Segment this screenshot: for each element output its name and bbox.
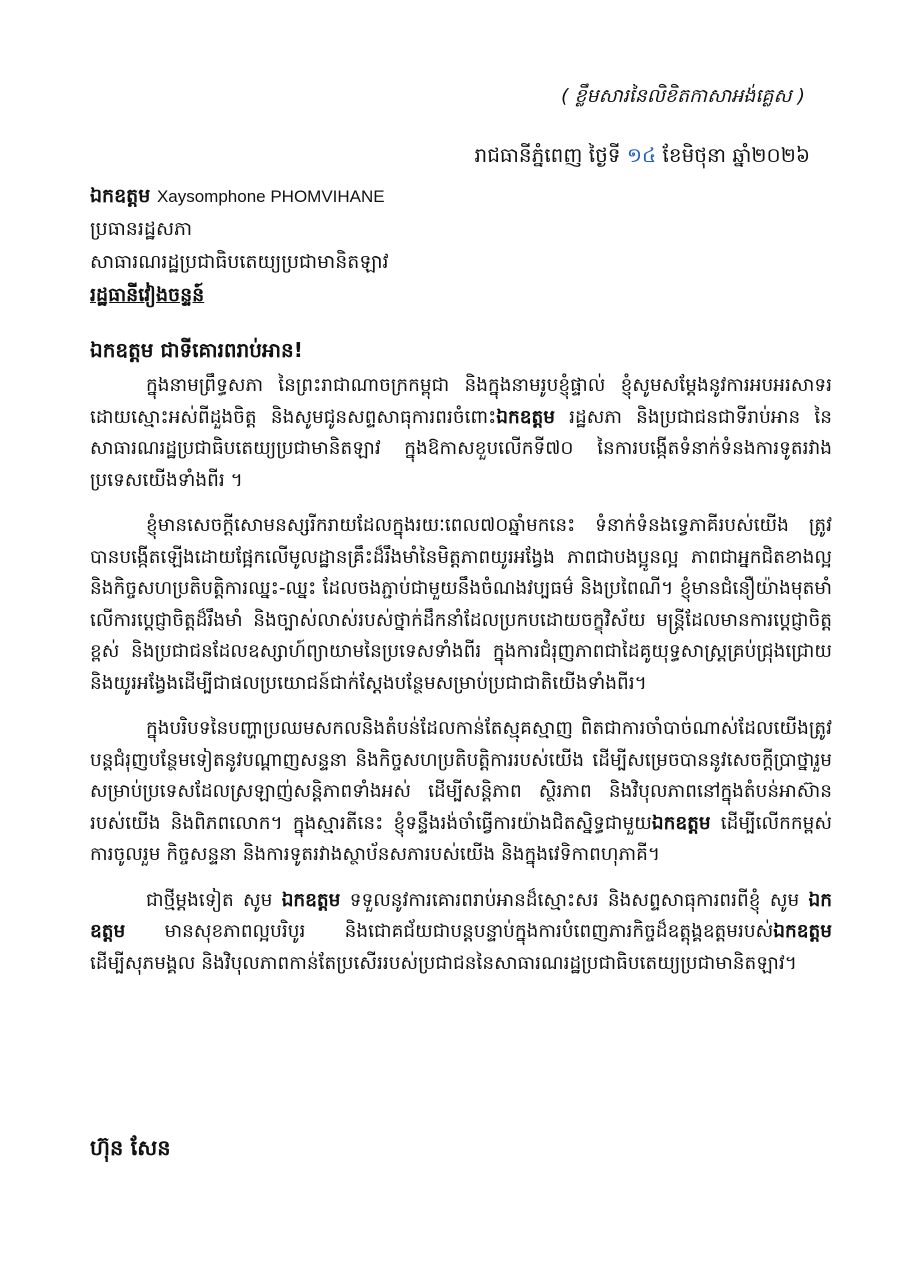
p3-text-a: ក្នុងបរិបទនៃបញ្ហាប្រឈមសកលនិងតំបន់ដែលកាន់តែស្មុគស្មាញ ពិតជាការចាំបាច់ណាស់ដែលយើងត្រូវបន្តជំរុញបន្ថែមទៀតនូវបណ្តាញសន្ទនា និងកិច្ចសហប្រតិបត្តិការរបស់យើង ដើម្បីសម្រេចបាននូវសេចក្តីប្រាថ្នារួមសម្រាប់ប្រទេសដែលស្រឡាញ់សន្តិភាពទាំងអស់ ដើម្បីសន្តិភាព ស្ថិរភាព និងវិបុលភាពនៅក្នុងតំបន់អាស៊ានរបស់យើង និងពិភពលោក។ ក្នុងស្មារតីនេះ ខ្ញុំទន្ទឹងរង់ចាំធ្វើការយ៉ាងជិតស្និទ្ធជាមួយ <box>90 718 832 834</box>
recipient-name-line <box>90 180 830 213</box>
recipient-title: ប្រធានរដ្ឋសភា <box>90 218 193 240</box>
recipient-block <box>90 180 830 312</box>
p4-text-b: ទទួលនូវការគោរពរាប់អានដ៏ស្មោះសរ និងសព្ទសាធុការពរពីខ្ញុំ សូម <box>340 889 809 911</box>
date-suffix: ខែមិថុនា ឆ្នាំ២០២៦ <box>656 143 810 167</box>
recipient-name: Xaysomphone PHOMVIHANE <box>156 187 385 206</box>
p4-text-d: ដើម្បីសុភមង្គល និងវិបុលភាពកាន់តែប្រសើររបស់ប្រជាជននៃសាធារណរដ្ឋប្រជាធិបតេយ្យប្រជាមានិតឡាវ។ <box>90 952 797 974</box>
paragraph-1 <box>90 370 832 496</box>
translation-note: ( ខ្លឹមសារនៃលិខិតកាសាអង់គ្លេស ) <box>561 85 805 107</box>
paragraph-4 <box>90 885 832 980</box>
p4-honorific-3: ឯកឧត្តម <box>773 921 832 942</box>
p1-text-a: ក្នុងនាមព្រឹទ្ធសភា នៃព្រះរាជាណាចក្រកម្ពុជា និងក្នុងនាមរូបខ្ញុំផ្ទាល់ ខ្ញុំសូមសម្តែងនូវការអបអរសាទរដោយស្មោះអស់ពីដួងចិត្ត និងសូមជូនសព្ទសាធុការពរចំពោះ <box>90 375 832 428</box>
date-day: ១៤ <box>626 143 657 167</box>
salutation: ឯកឧត្តម ជាទីគោរពរាប់អាន! <box>90 338 303 362</box>
p4-honorific-1: ឯកឧត្តម <box>281 889 341 911</box>
p3-honorific: ឯកឧត្តម <box>651 812 711 834</box>
p4-text-c: មានសុខភាពល្អបរិបូរ និងជោគជ័យជាបន្តបន្ទាប់ក្នុងការបំពេញភារកិច្ចដ៏ឧត្តុង្គឧត្តមរបស់ <box>125 921 774 942</box>
paragraph-2: ខ្ញុំមានសេចក្តីសោមនស្សរីករាយដែលក្នុងរយៈពេល៧០ឆ្នាំមកនេះ ទំនាក់ទំនងទ្វេភាគីរបស់យើង ត្រូវបានបង្កើតឡើងដោយផ្អែកលើមូលដ្ឋានគ្រឹះដ៏រឹងមាំនៃមិត្តភាពយូរអង្វែង ភាពជាបងប្អូនល្អ ភាពជាអ្នកជិតខាងល្អ និងកិច្ចសហប្រតិបត្តិការឈ្នះ-ឈ្នះ ដែលចងភ្ជាប់ជាមួយនឹងចំណងវប្បធម៌ និងប្រពៃណី។ ខ្ញុំមានជំនឿយ៉ាងមុតមាំលើការប្តេជ្ញាចិត្តដ៏រឹងមាំ និងច្បាស់លាស់របស់ថ្នាក់ដឹកនាំដែលប្រកបដោយចក្ខុវិស័យ មន្ត្រីដែលមានការប្តេជ្ញាចិត្តខ្ពស់ និងប្រជាជនដែលឧស្សាហ៍ព្យាយាមនៃប្រទេសទាំងពីរ ក្នុងការជំរុញភាពជាដៃគូយុទ្ធសាស្ត្រគ្រប់ជ្រុងជ្រោយ និងយូរអង្វែងដើម្បីជាផលប្រយោជន៍ជាក់ស្តែងបន្ថែមសម្រាប់ប្រជាជាតិយើងទាំងពីរ។ <box>90 515 832 694</box>
p4-honorific-2: ឯកឧត្តម <box>90 889 832 942</box>
dateline <box>475 142 811 172</box>
recipient-city: រដ្ឋធានីវៀងចន្ទន៍ <box>90 284 205 306</box>
recipient-country: សាធារណរដ្ឋប្រជាធិបតេយ្យប្រជាមានិតឡាវ <box>90 251 389 273</box>
p1-text-b: រដ្ឋសភា និងប្រជាជនជាទីរាប់អាន នៃសាធារណរដ្ឋប្រជាធិបតេយ្យប្រជាមានិតឡាវ ក្នុងឱកាសខួបលើកទី៧០ នៃការបង្កើតទំនាក់ទំនងការទូតរវាងប្រទេសយើងទាំងពីរ ។ <box>90 406 832 491</box>
paragraph-3 <box>90 713 832 871</box>
letter-body <box>90 370 832 993</box>
p4-text-a: ជាថ្មីម្តងទៀត សូម <box>146 889 282 911</box>
date-prefix: រាជធានីភ្នំពេញ ថ្ងៃទី <box>474 143 627 167</box>
signature-name: ហ៊ុន សែន <box>90 1136 171 1160</box>
p1-honorific: ឯកឧត្តម <box>496 406 555 428</box>
recipient-honorific: ឯកឧត្តម <box>90 185 151 207</box>
p3-text-b: ដើម្បីលើកកម្ពស់ការចូលរួម កិច្ចសន្ទនា និងការទូតរវាងស្ថាប័នសភារបស់យើង និងក្នុងវេទិកាពហុភាគី។ <box>90 812 832 865</box>
